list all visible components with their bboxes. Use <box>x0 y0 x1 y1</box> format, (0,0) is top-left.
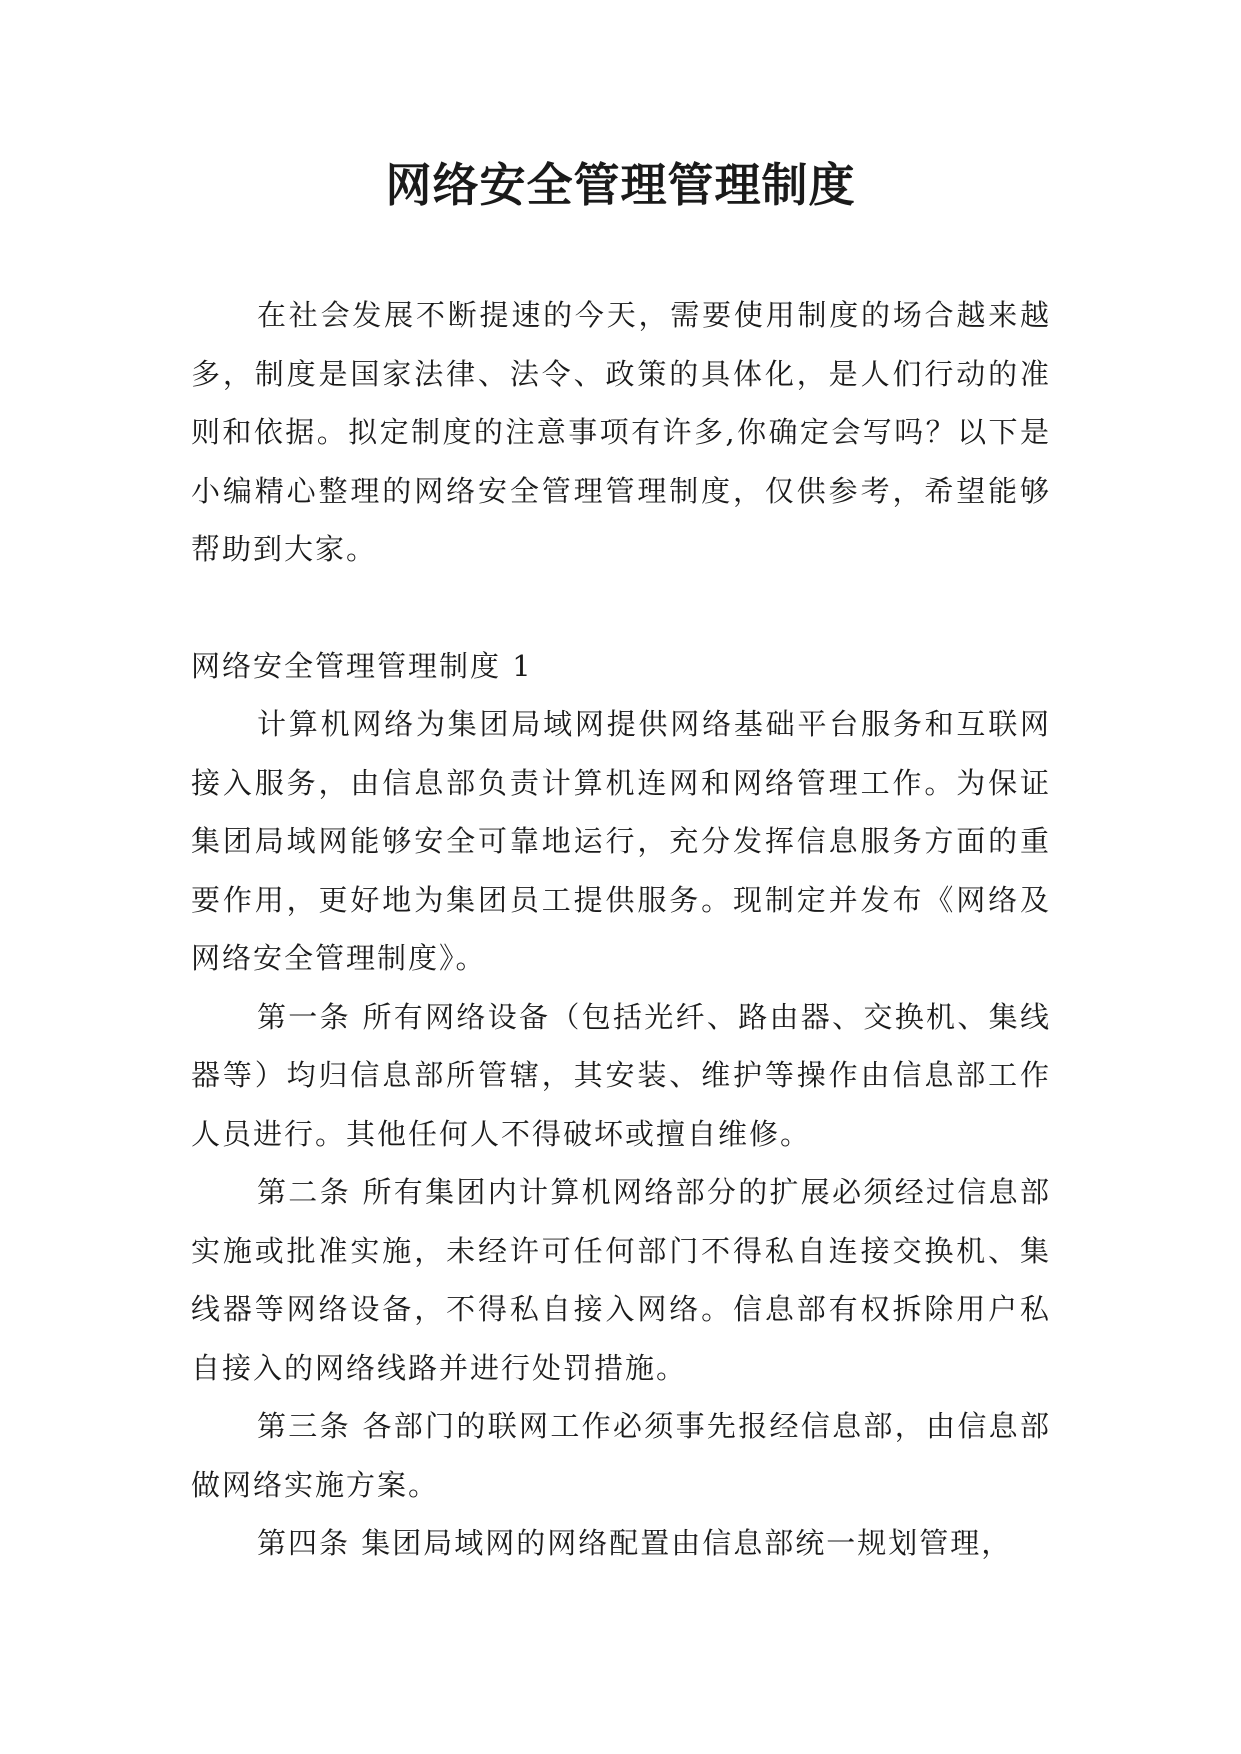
body-paragraph-1: 计算机网络为集团局域网提供网络基础平台服务和互联网接入服务，由信息部负责计算机连网和网络管理工作。为保证集团局域网能够安全可靠地运行，充分发挥信息服务方面的重要作用，更好地为集团员工提供服务。现制定并发布《网络及网络安全管理制度》。 <box>191 707 1051 975</box>
article-4-paragraph: 第四条 集团局域网的网络配置由信息部统一规划管理， <box>257 1526 1013 1560</box>
article-3-paragraph: 第三条 各部门的联网工作必须事先报经信息部，由信息部做网络实施方案。 <box>191 1409 1051 1502</box>
section-heading: 网络安全管理管理制度 1 <box>191 648 533 683</box>
article-1-paragraph: 第一条 所有网络设备（包括光纤、路由器、交换机、集线器等）均归信息部所管辖，其安装、维护等操作由信息部工作人员进行。其他任何人不得破坏或擅自维修。 <box>191 999 1051 1151</box>
document-title: 网络安全管理管理制度 <box>385 158 856 212</box>
article-2-paragraph: 第二条 所有集团内计算机网络部分的扩展必须经过信息部实施或批准实施，未经许可任何部门不得私自连接交换机、集线器等网络设备，不得私自接入网络。信息部有权拆除用户私自接入的网络线路并进行处罚措施。 <box>191 1175 1051 1385</box>
document-body <box>191 286 1051 1573</box>
intro-paragraph: 在社会发展不断提速的今天，需要使用制度的场合越来越多，制度是国家法律、法令、政策的具体化，是人们行动的准则和依据。拟定制度的注意事项有许多,你确定会写吗？以下是小编精心整理的网络安全管理管理制度，仅供参考，希望能够帮助到大家。 <box>191 298 1051 566</box>
